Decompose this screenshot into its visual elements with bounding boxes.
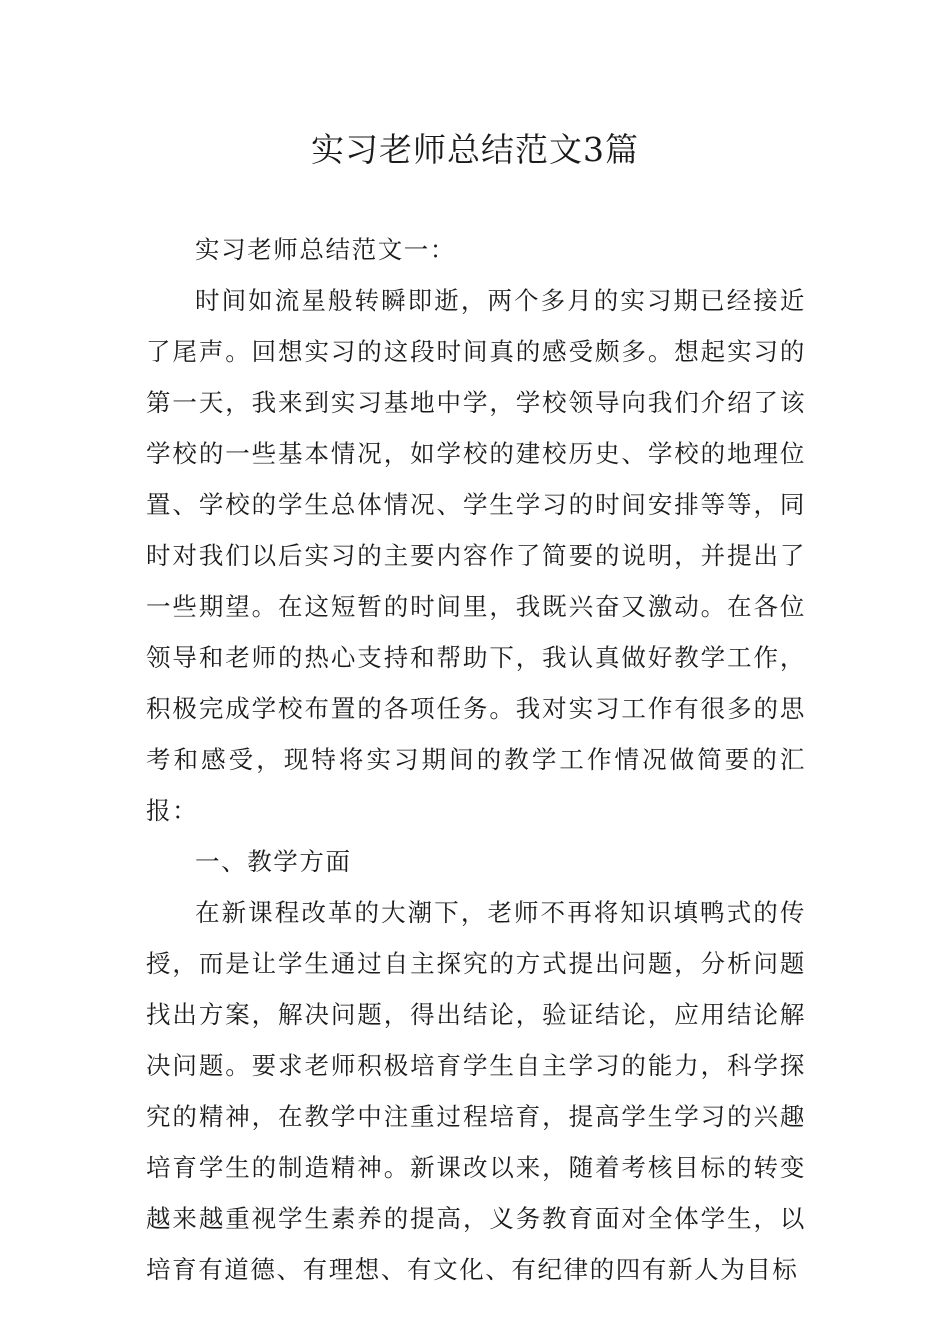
document-body [146,224,806,1295]
paragraph: 时间如流星般转瞬即逝，两个多月的实习期已经接近了尾声。回想实习的这段时间真的感受颇多。想起实习的第一天，我来到实习基地中学，学校领导向我们介绍了该学校的一些基本情况，如学校的建校历史、学校的地理位置、学校的学生总体情况、学生学习的时间安排等等，同时对我们以后实习的主要内容作了简要的说明，并提出了一些期望。在这短暂的时间里，我既兴奋又激动。在各位领导和老师的热心支持和帮助下，我认真做好教学工作，积极完成学校布置的各项任务。我对实习工作有很多的思考和感受，现特将实习期间的教学工作情况做简要的汇报： [146,286,806,825]
section-heading: 实习老师总结范文一： [195,235,456,264]
document-title: 实习老师总结范文3篇 [311,130,639,169]
paragraph: 在新课程改革的大潮下，老师不再将知识填鸭式的传授，而是让学生通过自主探究的方式提出问题，分析问题找出方案，解决问题，得出结论，验证结论，应用结论解决问题。要求老师积极培育学生自主学习的能力，科学探究的精神，在教学中注重过程培育，提高学生学习的兴趣培育学生的制造精神。新课改以来，随着考核目标的转变越来越重视学生素养的提高，义务教育面对全体学生，以培育有道德、有理想、有文化、有纪律的四有新人为目标 [146,898,806,1284]
subsection-heading: 一、教学方面 [195,847,352,876]
